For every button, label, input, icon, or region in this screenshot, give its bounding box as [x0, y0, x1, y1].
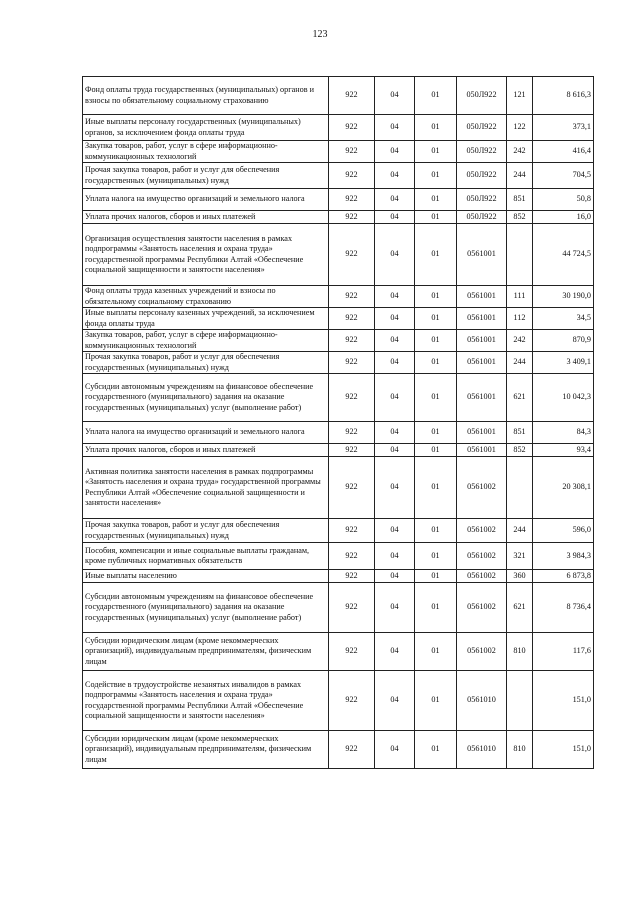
cell-subsection: 01	[415, 633, 457, 671]
cell-section: 04	[375, 163, 415, 189]
cell-section: 04	[375, 352, 415, 374]
cell-expense: 851	[507, 189, 533, 211]
cell-name: Субсидии юридическим лицам (кроме некоммерческих организаций), индивидуальным предпринимателям, физическим лицам	[83, 731, 329, 769]
table-row	[83, 115, 594, 141]
cell-expense	[507, 224, 533, 286]
cell-ministry: 922	[329, 633, 375, 671]
cell-name: Фонд оплаты труда государственных (муниципальных) органов и взносы по обязательному социальному страхованию	[83, 77, 329, 115]
cell-amount: 373,1	[533, 115, 594, 141]
cell-name: Содействие в трудоустройстве незанятых инвалидов в рамках подпрограммы «Занятость населения и охрана труда» государственной программы Республики Алтай «Обеспечение социальной защищенности и занятости населения»	[83, 671, 329, 731]
cell-target: 0561001	[457, 422, 507, 444]
cell-expense: 111	[507, 286, 533, 308]
cell-expense	[507, 457, 533, 519]
cell-name: Уплата прочих налогов, сборов и иных платежей	[83, 444, 329, 457]
cell-section: 04	[375, 671, 415, 731]
table-row	[83, 671, 594, 731]
cell-target: 050Л922	[457, 189, 507, 211]
cell-target: 0561001	[457, 444, 507, 457]
table-row	[83, 570, 594, 583]
table-row	[83, 374, 594, 422]
cell-target: 0561002	[457, 519, 507, 543]
table-row	[83, 141, 594, 163]
cell-ministry: 922	[329, 163, 375, 189]
table-row	[83, 308, 594, 330]
cell-ministry: 922	[329, 224, 375, 286]
cell-ministry: 922	[329, 115, 375, 141]
cell-subsection: 01	[415, 163, 457, 189]
cell-subsection: 01	[415, 543, 457, 570]
cell-target: 0561001	[457, 374, 507, 422]
cell-ministry: 922	[329, 457, 375, 519]
cell-target: 050Л922	[457, 141, 507, 163]
cell-name: Уплата налога на имущество организаций и земельного налога	[83, 422, 329, 444]
cell-section: 04	[375, 189, 415, 211]
cell-subsection: 01	[415, 422, 457, 444]
cell-amount: 50,8	[533, 189, 594, 211]
cell-target: 050Л922	[457, 211, 507, 224]
cell-target: 0561010	[457, 731, 507, 769]
cell-section: 04	[375, 519, 415, 543]
cell-subsection: 01	[415, 115, 457, 141]
cell-section: 04	[375, 211, 415, 224]
cell-amount: 84,3	[533, 422, 594, 444]
cell-ministry: 922	[329, 543, 375, 570]
cell-target: 0561010	[457, 671, 507, 731]
table-row	[83, 352, 594, 374]
cell-subsection: 01	[415, 444, 457, 457]
cell-section: 04	[375, 224, 415, 286]
cell-expense: 244	[507, 352, 533, 374]
cell-amount: 151,0	[533, 731, 594, 769]
cell-section: 04	[375, 374, 415, 422]
table-row	[83, 543, 594, 570]
cell-expense: 851	[507, 422, 533, 444]
cell-name: Субсидии юридическим лицам (кроме некоммерческих организаций), индивидуальным предпринимателям, физическим лицам	[83, 633, 329, 671]
cell-ministry: 922	[329, 77, 375, 115]
table-row	[83, 444, 594, 457]
cell-target: 050Л922	[457, 77, 507, 115]
cell-expense: 621	[507, 374, 533, 422]
cell-section: 04	[375, 308, 415, 330]
cell-target: 0561001	[457, 308, 507, 330]
table-row	[83, 286, 594, 308]
cell-subsection: 01	[415, 374, 457, 422]
cell-subsection: 01	[415, 570, 457, 583]
table-row	[83, 189, 594, 211]
cell-section: 04	[375, 77, 415, 115]
cell-expense	[507, 671, 533, 731]
cell-ministry: 922	[329, 570, 375, 583]
table-row	[83, 457, 594, 519]
cell-target: 0561002	[457, 570, 507, 583]
cell-target: 050Л922	[457, 115, 507, 141]
cell-amount: 93,4	[533, 444, 594, 457]
table-row	[83, 77, 594, 115]
cell-subsection: 01	[415, 211, 457, 224]
cell-amount: 30 190,0	[533, 286, 594, 308]
cell-ministry: 922	[329, 352, 375, 374]
cell-expense: 242	[507, 141, 533, 163]
cell-subsection: 01	[415, 224, 457, 286]
cell-subsection: 01	[415, 671, 457, 731]
cell-amount: 8 736,4	[533, 583, 594, 633]
table-row	[83, 422, 594, 444]
cell-amount: 416,4	[533, 141, 594, 163]
cell-name: Закупка товаров, работ, услуг в сфере информационно-коммуникационных технологий	[83, 330, 329, 352]
cell-ministry: 922	[329, 211, 375, 224]
cell-amount: 44 724,5	[533, 224, 594, 286]
cell-expense: 242	[507, 330, 533, 352]
cell-subsection: 01	[415, 352, 457, 374]
cell-target: 050Л922	[457, 163, 507, 189]
cell-ministry: 922	[329, 444, 375, 457]
cell-amount: 10 042,3	[533, 374, 594, 422]
cell-target: 0561002	[457, 583, 507, 633]
cell-ministry: 922	[329, 583, 375, 633]
cell-ministry: 922	[329, 330, 375, 352]
cell-expense: 852	[507, 444, 533, 457]
cell-subsection: 01	[415, 189, 457, 211]
cell-name: Иные выплаты персоналу государственных (муниципальных) органов, за исключением фонда оплаты труда	[83, 115, 329, 141]
cell-expense: 810	[507, 731, 533, 769]
cell-amount: 704,5	[533, 163, 594, 189]
cell-section: 04	[375, 286, 415, 308]
cell-subsection: 01	[415, 731, 457, 769]
cell-amount: 8 616,3	[533, 77, 594, 115]
cell-name: Иные выплаты персоналу казенных учреждений, за исключением фонда оплаты труда	[83, 308, 329, 330]
budget-table-body	[83, 77, 594, 769]
cell-section: 04	[375, 583, 415, 633]
cell-section: 04	[375, 570, 415, 583]
cell-target: 0561002	[457, 457, 507, 519]
table-row	[83, 330, 594, 352]
cell-ministry: 922	[329, 671, 375, 731]
cell-name: Фонд оплаты труда казенных учреждений и взносы по обязательному социальному страхованию	[83, 286, 329, 308]
cell-ministry: 922	[329, 308, 375, 330]
cell-name: Пособия, компенсации и иные социальные выплаты гражданам, кроме публичных нормативных обязательств	[83, 543, 329, 570]
cell-expense: 121	[507, 77, 533, 115]
table-row	[83, 633, 594, 671]
table-row	[83, 163, 594, 189]
table-row	[83, 224, 594, 286]
cell-expense: 621	[507, 583, 533, 633]
cell-section: 04	[375, 457, 415, 519]
cell-name: Прочая закупка товаров, работ и услуг для обеспечения государственных (муниципальных) нужд	[83, 163, 329, 189]
cell-ministry: 922	[329, 731, 375, 769]
cell-expense: 321	[507, 543, 533, 570]
cell-name: Прочая закупка товаров, работ и услуг для обеспечения государственных (муниципальных) нужд	[83, 352, 329, 374]
cell-amount: 6 873,8	[533, 570, 594, 583]
cell-subsection: 01	[415, 286, 457, 308]
cell-amount: 20 308,1	[533, 457, 594, 519]
cell-section: 04	[375, 141, 415, 163]
budget-table	[82, 76, 594, 769]
cell-target: 0561001	[457, 286, 507, 308]
table-row	[83, 731, 594, 769]
cell-amount: 117,6	[533, 633, 594, 671]
cell-ministry: 922	[329, 519, 375, 543]
cell-name: Организация осуществления занятости населения в рамках подпрограммы «Занятость населения и охрана труда» государственной программы Республики Алтай «Обеспечение социальной защищенности и занятости населения»	[83, 224, 329, 286]
cell-section: 04	[375, 543, 415, 570]
cell-section: 04	[375, 330, 415, 352]
cell-subsection: 01	[415, 141, 457, 163]
cell-name: Прочая закупка товаров, работ и услуг для обеспечения государственных (муниципальных) нужд	[83, 519, 329, 543]
page-number: 123	[312, 29, 328, 40]
table-row	[83, 583, 594, 633]
cell-section: 04	[375, 731, 415, 769]
cell-amount: 870,9	[533, 330, 594, 352]
cell-subsection: 01	[415, 308, 457, 330]
cell-target: 0561001	[457, 224, 507, 286]
cell-expense: 112	[507, 308, 533, 330]
cell-name: Субсидии автономным учреждениям на финансовое обеспечение государственного (муниципального) задания на оказание государственных (муниципальных) услуг (выполнение работ)	[83, 583, 329, 633]
cell-name: Иные выплаты населению	[83, 570, 329, 583]
cell-target: 0561002	[457, 633, 507, 671]
cell-name: Субсидии автономным учреждениям на финансовое обеспечение государственного (муниципального) задания на оказание государственных (муниципальных) услуг (выполнение работ)	[83, 374, 329, 422]
table-row	[83, 211, 594, 224]
cell-name: Уплата прочих налогов, сборов и иных платежей	[83, 211, 329, 224]
table-row	[83, 519, 594, 543]
cell-ministry: 922	[329, 422, 375, 444]
cell-expense: 244	[507, 163, 533, 189]
cell-subsection: 01	[415, 457, 457, 519]
cell-amount: 596,0	[533, 519, 594, 543]
cell-subsection: 01	[415, 519, 457, 543]
cell-ministry: 922	[329, 374, 375, 422]
cell-section: 04	[375, 633, 415, 671]
cell-amount: 151,0	[533, 671, 594, 731]
cell-expense: 122	[507, 115, 533, 141]
cell-target: 0561001	[457, 352, 507, 374]
cell-expense: 244	[507, 519, 533, 543]
cell-subsection: 01	[415, 583, 457, 633]
cell-expense: 360	[507, 570, 533, 583]
cell-expense: 852	[507, 211, 533, 224]
cell-name: Уплата налога на имущество организаций и земельного налога	[83, 189, 329, 211]
cell-amount: 3 409,1	[533, 352, 594, 374]
cell-name: Закупка товаров, работ, услуг в сфере информационно-коммуникационных технологий	[83, 141, 329, 163]
cell-ministry: 922	[329, 141, 375, 163]
cell-amount: 3 984,3	[533, 543, 594, 570]
cell-section: 04	[375, 444, 415, 457]
cell-name: Активная политика занятости населения в рамках подпрограммы «Занятость населения и охрана труда» государственной программы Республики Алтай «Обеспечение социальной защищенности и занятости населения»	[83, 457, 329, 519]
cell-ministry: 922	[329, 189, 375, 211]
cell-amount: 34,5	[533, 308, 594, 330]
cell-subsection: 01	[415, 77, 457, 115]
cell-subsection: 01	[415, 330, 457, 352]
cell-section: 04	[375, 115, 415, 141]
cell-amount: 16,0	[533, 211, 594, 224]
cell-section: 04	[375, 422, 415, 444]
cell-target: 0561001	[457, 330, 507, 352]
cell-target: 0561002	[457, 543, 507, 570]
cell-expense: 810	[507, 633, 533, 671]
cell-ministry: 922	[329, 286, 375, 308]
